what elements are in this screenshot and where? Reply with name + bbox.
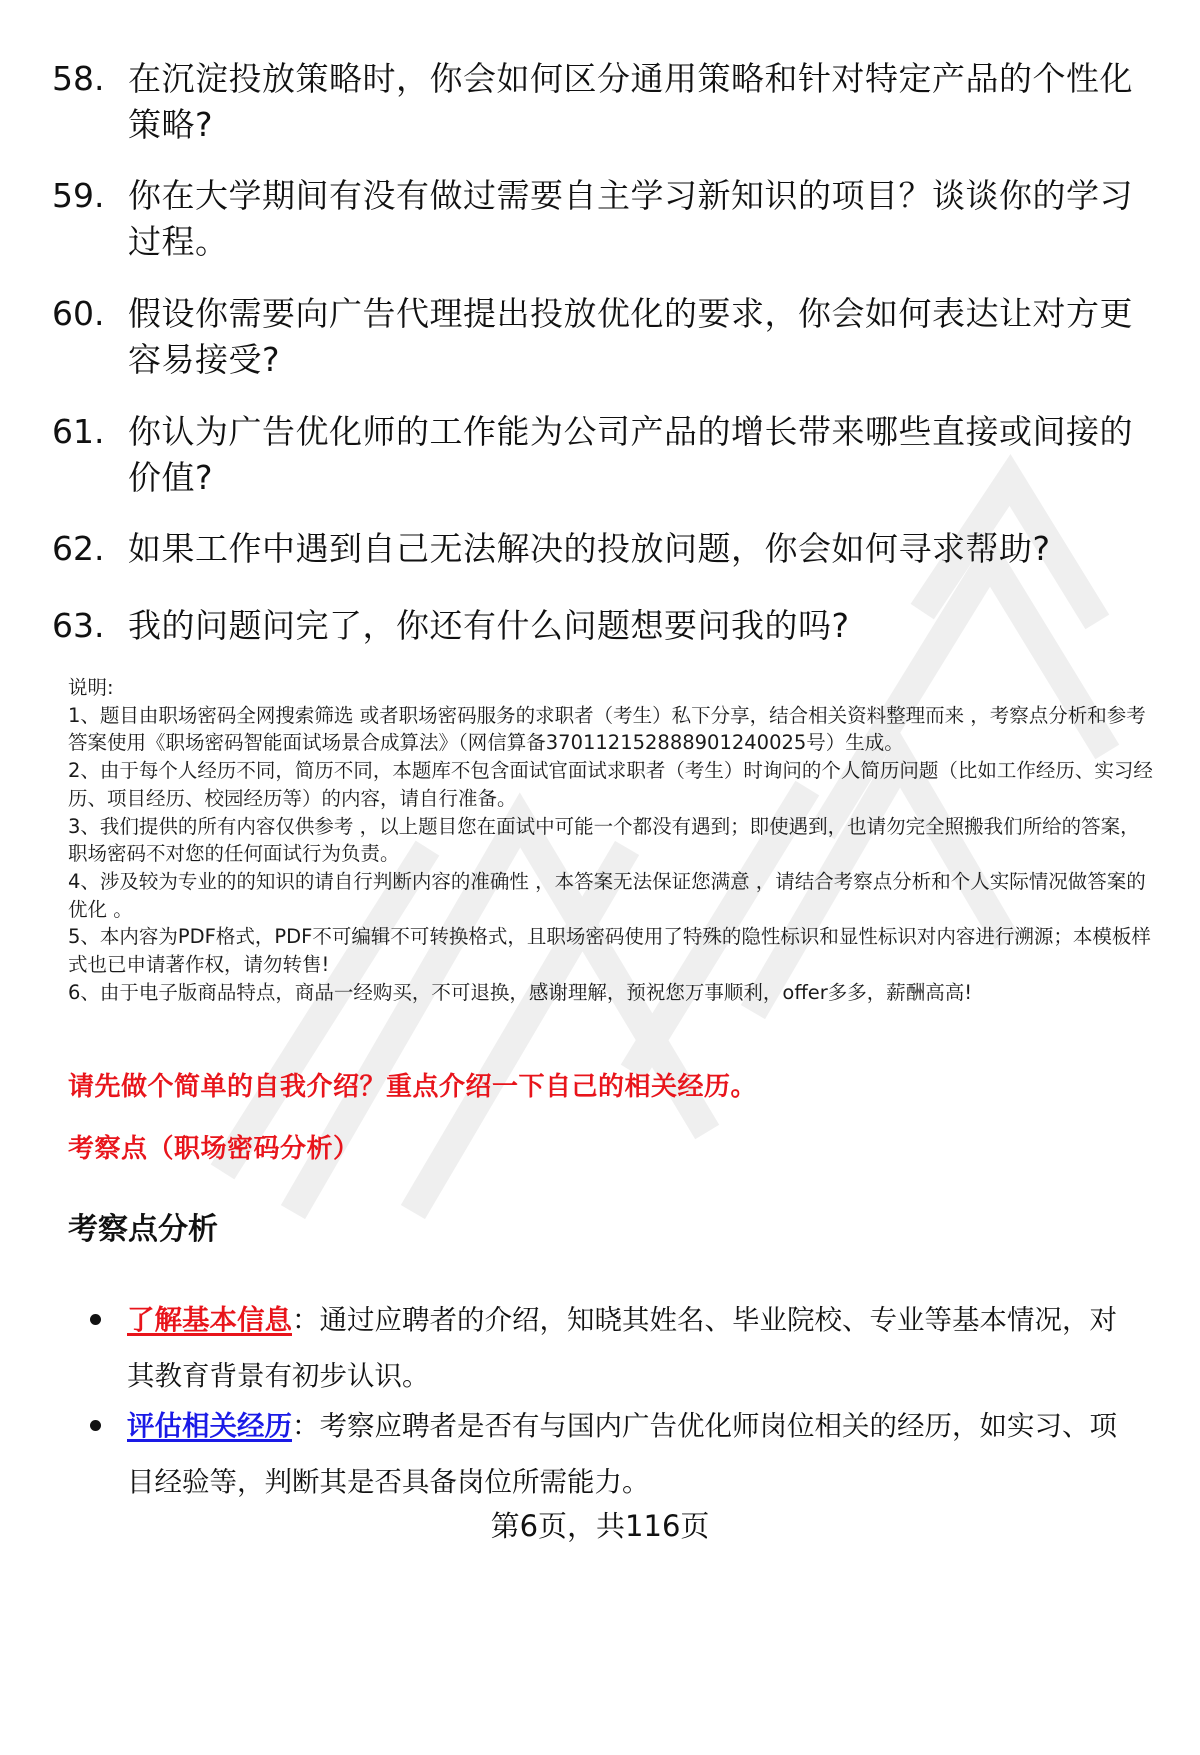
notes-title: 说明: bbox=[68, 676, 114, 699]
analysis-label: 考察点（职场密码分析） bbox=[68, 1134, 360, 1164]
question-number: 62. bbox=[52, 529, 105, 568]
disclaimer-notes bbox=[68, 674, 1158, 1006]
question-number: 58. bbox=[52, 59, 105, 98]
bullet-key: 了解基本信息 bbox=[127, 1304, 292, 1336]
notes-item: 5、本内容为PDF格式，PDF不可编辑不可转换格式，且职场密码使用了特殊的隐性标识和显性标识对内容进行溯源；本模板样式也已申请著作权，请勿转售! bbox=[68, 925, 1151, 977]
question-number: 63. bbox=[52, 606, 105, 645]
question-text: 我的问题问完了，你还有什么问题想要问我的吗? bbox=[128, 606, 850, 645]
bullet-content bbox=[127, 1398, 1130, 1510]
question-item bbox=[52, 291, 1152, 383]
section-heading: 考察点分析 bbox=[68, 1212, 218, 1247]
question-text: 你在大学期间有没有做过需要自主学习新知识的项目？谈谈你的学习过程。 bbox=[128, 176, 1133, 261]
notes-item: 6、由于电子版商品特点，商品一经购买，不可退换，感谢理解，预祝您万事顺利，offer多多，薪酬高高! bbox=[68, 980, 973, 1004]
question-item bbox=[52, 173, 1152, 265]
question-text: 你认为广告优化师的工作能为公司产品的增长带来哪些直接或间接的价值? bbox=[128, 412, 1133, 497]
notes-item: 1、题目由职场密码全网搜索筛选 或者职场密码服务的求职者（考生）私下分享，结合相关资料整理而来 ，考察点分析和参考答案使用《职场密码智能面试场景合成算法》（网信算备370112152888901240025号）生成。 bbox=[68, 703, 1146, 755]
question-item bbox=[52, 603, 1152, 649]
bullet-dot-icon bbox=[90, 1314, 101, 1325]
bullet-content bbox=[127, 1292, 1130, 1404]
question-item bbox=[52, 409, 1152, 501]
analysis-bullet bbox=[90, 1292, 1130, 1404]
question-number: 60. bbox=[52, 294, 105, 333]
question-number: 61. bbox=[52, 412, 105, 451]
bullet-dot-icon bbox=[90, 1420, 101, 1431]
question-text: 假设你需要向广告代理提出投放优化的要求，你会如何表达让对方更容易接受? bbox=[128, 294, 1133, 379]
featured-question: 请先做个简单的自我介绍？重点介绍一下自己的相关经历。 bbox=[68, 1072, 758, 1102]
notes-item: 4、涉及较为专业的的知识的请自行判断内容的准确性 ，本答案无法保证您满意 ，请结合考察点分析和个人实际情况做答案的优化 。 bbox=[68, 869, 1146, 921]
question-text: 如果工作中遇到自己无法解决的投放问题，你会如何寻求帮助? bbox=[128, 529, 1051, 568]
question-item bbox=[52, 56, 1152, 148]
bullet-key: 评估相关经历 bbox=[127, 1410, 292, 1442]
bullet-text: ：通过应聘者的介绍，知晓其姓名、毕业院校、专业等基本情况，对其教育背景有初步认识。 bbox=[127, 1304, 1117, 1392]
analysis-bullet bbox=[90, 1398, 1130, 1510]
notes-item: 3、我们提供的所有内容仅供参考 ，以上题目您在面试中可能一个都没有遇到；即使遇到，也请勿完全照搬我们所给的答案，职场密码不对您的任何面试行为负责。 bbox=[68, 814, 1140, 866]
question-item bbox=[52, 526, 1152, 572]
page-indicator: 第6页，共116页 bbox=[490, 1509, 710, 1543]
notes-item: 2、由于每个人经历不同，简历不同，本题库不包含面试官面试求职者（考生）时询问的个人简历问题（比如工作经历、实习经历、项目经历、校园经历等）的内容，请自行准备。 bbox=[68, 759, 1153, 810]
question-number: 59. bbox=[52, 176, 105, 215]
bullet-text: ：考察应聘者是否有与国内广告优化师岗位相关的经历，如实习、项目经验等，判断其是否具备岗位所需能力。 bbox=[127, 1410, 1117, 1498]
question-text: 在沉淀投放策略时，你会如何区分通用策略和针对特定产品的个性化策略? bbox=[128, 59, 1133, 144]
